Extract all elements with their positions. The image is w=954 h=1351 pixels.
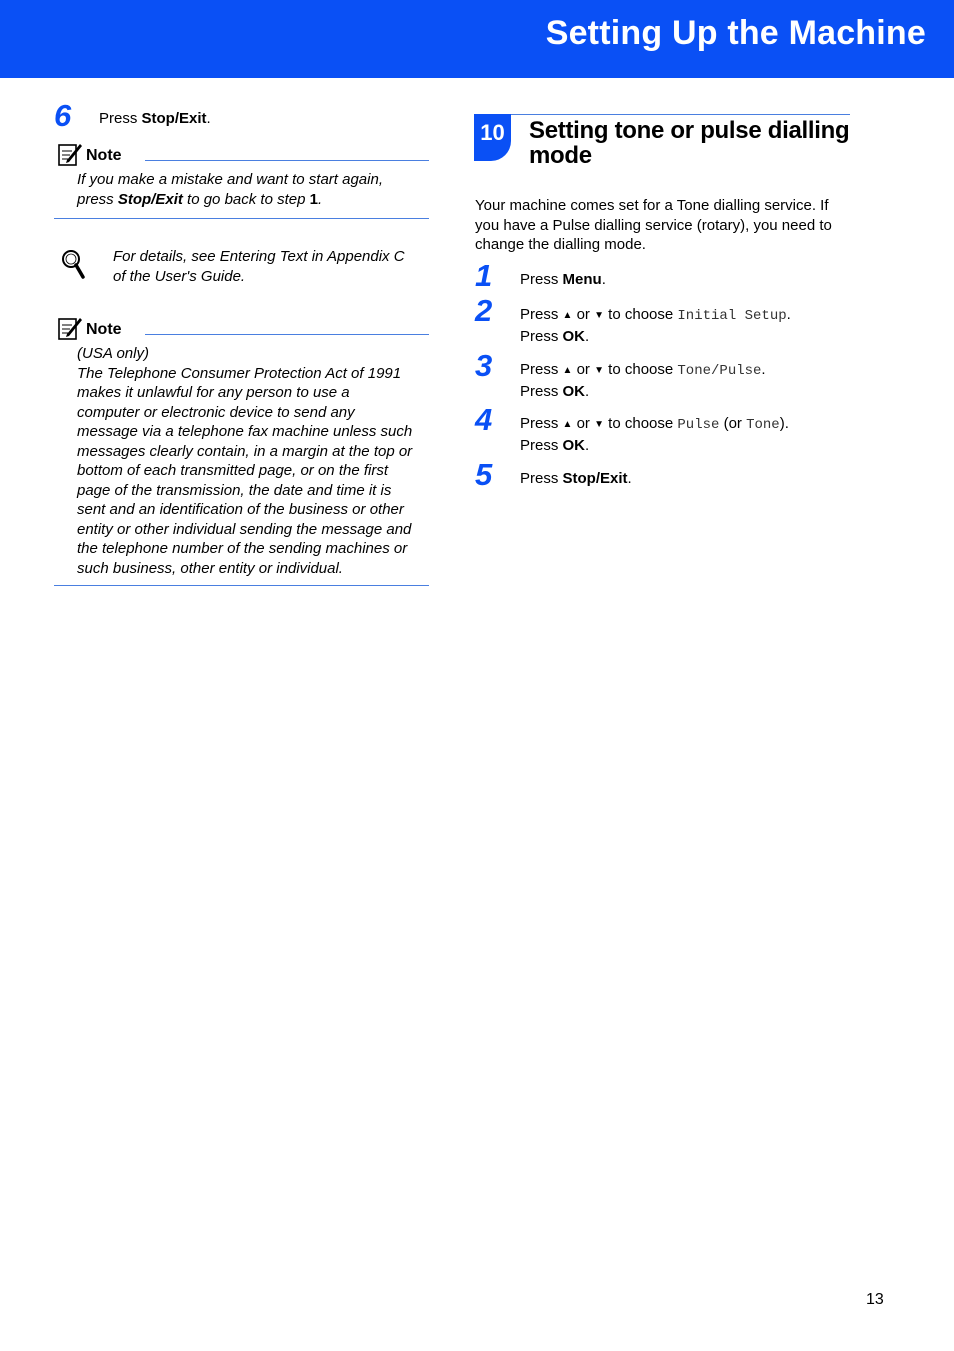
step-text: Press Menu. <box>520 271 606 288</box>
down-arrow-icon: ▼ <box>594 310 605 321</box>
step-number: 5 <box>475 457 493 492</box>
down-arrow-icon: ▼ <box>594 419 605 430</box>
note-line: sent and an identification of the business or other <box>77 501 404 518</box>
menu-option: Tone/Pulse <box>677 363 762 379</box>
menu-option: Pulse <box>677 417 720 433</box>
step-text: Press ▲ or ▼ to choose Pulse (or Tone). Press OK. <box>520 415 789 454</box>
step-number: 3 <box>475 348 493 383</box>
note-line: makes it unlawful for any person to use a <box>77 384 350 401</box>
note-line: message via a telephone fax machine unless such <box>77 423 413 440</box>
note-label: Note <box>86 147 122 164</box>
note-line: messages clearly contain, in a margin at the top or <box>77 442 413 460</box>
note-body <box>77 344 437 578</box>
page-number: 13 <box>866 1291 884 1308</box>
ok-key: OK <box>562 327 586 345</box>
step-number: 1 <box>475 258 493 293</box>
down-arrow-icon: ▼ <box>594 365 605 376</box>
menu-option: Tone <box>746 417 780 433</box>
step-text: Press ▲ or ▼ to choose Initial Setup. Press OK. <box>520 306 791 345</box>
ok-key: OK <box>562 382 586 400</box>
section-title: Setting tone or pulse dialling mode <box>529 117 850 169</box>
note-bottom-rule <box>54 585 429 586</box>
step-number: 6 <box>54 98 72 133</box>
intro-line: change the dialling mode. <box>475 236 646 253</box>
intro-paragraph <box>475 196 865 255</box>
note-line: such business, other entity or individual. <box>77 559 343 577</box>
tip-text: For details, see Entering Text in Appendix C of the User's Guide. <box>113 248 405 285</box>
note-line: page of the transmission, the date and time it is <box>77 481 392 499</box>
step-number: 2 <box>475 293 493 328</box>
stop-exit-key: Stop/Exit <box>141 110 207 127</box>
note-icon <box>57 141 83 172</box>
page-header <box>0 0 954 78</box>
stop-exit-key: Stop/Exit <box>562 470 628 487</box>
up-arrow-icon: ▲ <box>562 310 573 321</box>
note-rule <box>145 160 429 161</box>
note-label: Note <box>86 321 122 338</box>
step-text: Press Stop/Exit. <box>520 470 632 487</box>
note-line: computer or electronic device to send any <box>77 403 355 421</box>
intro-line: Your machine comes set for a Tone dialling service. If <box>475 197 829 214</box>
note-line: (USA only) <box>77 345 149 362</box>
note-icon <box>57 315 83 346</box>
header-title: Setting Up the Machine <box>545 14 926 52</box>
section-top-rule <box>511 114 850 115</box>
menu-option: Initial Setup <box>677 308 787 324</box>
note-body: If you make a mistake and want to start again, press Stop/Exit to go back to step 1. <box>77 171 383 208</box>
note-line: the telephone number of the sending machines or <box>77 540 408 557</box>
step-number: 4 <box>475 402 493 437</box>
note-line: The Telephone Consumer Protection Act of 1991 <box>77 364 402 382</box>
step-text: Press Stop/Exit. <box>99 110 211 127</box>
magnifier-icon <box>60 248 86 285</box>
intro-line: you have a Pulse dialling service (rotary), you need to <box>475 216 832 234</box>
menu-key: Menu <box>562 271 602 288</box>
step-text: Press ▲ or ▼ to choose Tone/Pulse. Press OK. <box>520 361 766 400</box>
note-rule <box>145 334 429 335</box>
section-number-badge: 10 <box>474 114 511 161</box>
note-bottom-rule <box>54 218 429 219</box>
up-arrow-icon: ▲ <box>562 419 573 430</box>
note-line: bottom of each transmitted page, or on the first <box>77 462 389 479</box>
up-arrow-icon: ▲ <box>562 365 573 376</box>
ok-key: OK <box>562 436 586 454</box>
note-line: entity or other individual sending the message and <box>77 520 412 538</box>
